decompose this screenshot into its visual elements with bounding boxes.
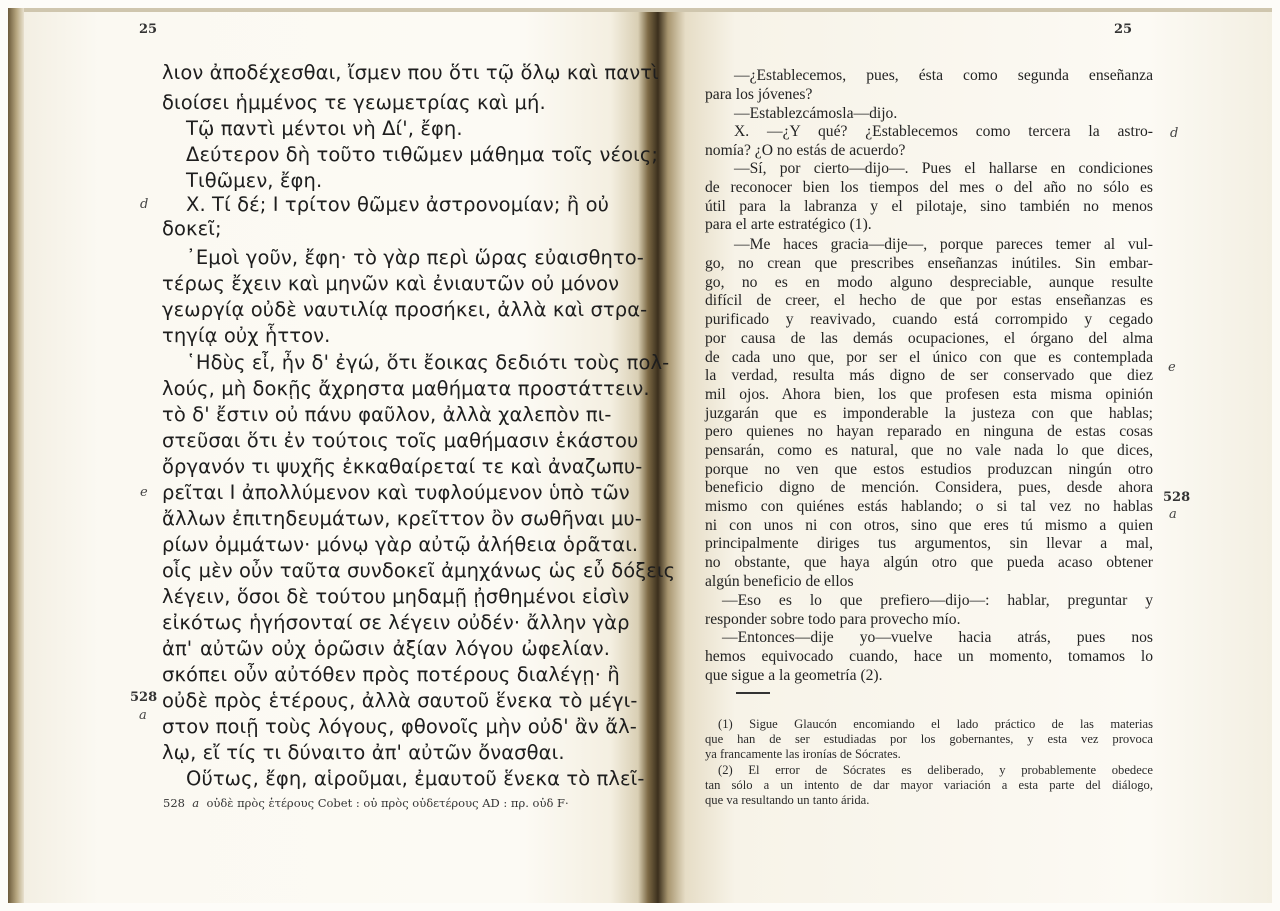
spanish-line: ni con unos ni con otros, sino que eres tú mismo a quien	[705, 517, 1153, 534]
spanish-line: —Establezcámosla—dijo.	[734, 105, 898, 122]
greek-line: σκόπει οὖν αὐτόθεν πρὸς ποτέρους διαλέγῃ· ἢ	[162, 663, 620, 686]
book-left-edge	[8, 8, 24, 903]
greek-line: τὸ δ' ἔστιν οὐ πάνυ φαῦλον, ἀλλὰ χαλεπὸν πι-	[162, 403, 612, 426]
spanish-line: algún beneficio de ellos	[705, 573, 854, 590]
greek-line: δοκεῖ;	[162, 217, 222, 240]
spanish-line: purificado y reavivado, cuando está corrompido y cegado	[705, 311, 1153, 328]
left-margin-letter-d: d	[140, 197, 149, 212]
spanish-line: principalmente diriges tus argumentos, sin llevar a mal,	[705, 535, 1153, 552]
spanish-line: beneficio digno de mención. Considera, pues, desde ahora	[705, 479, 1153, 496]
footnote-separator-rule	[736, 692, 770, 694]
spanish-line: —Me haces gracia—dije—, porque pareces temer al vul-	[734, 236, 1153, 253]
spanish-line: —¿Establecemos, pues, ésta como segunda enseñanza	[734, 67, 1153, 84]
greek-line: εἰκότως ἡγήσονταί σε λέγειν οὐδέν· ἄλλην γὰρ	[162, 611, 630, 634]
spanish-line: hemos equivocado cuando, hace un momento, tomamos lo	[705, 648, 1153, 665]
greek-line: Δεύτερον δὴ τοῦτο τιθῶμεν μάθημα τοῖς νέοις;	[186, 143, 659, 166]
greek-line: ἄλλων ἐπιτηδευμάτων, κρεῖττον ὂν σωθῆναι μυ-	[162, 507, 642, 530]
footnote-line: (2) El error de Sócrates es deliberado, y probablemente obedece	[718, 763, 1153, 777]
spanish-line: porque no ven que estos estudios produzcan ningún otro	[705, 461, 1153, 478]
spanish-line: por causa de las demás ocupaciones, el órgano del alma	[705, 330, 1153, 347]
left-margin-section-528: 528	[130, 690, 158, 705]
greek-line: Χ. Τί δέ; Ι τρίτον θῶμεν ἀστρονομίαν; ἢ οὐ	[186, 193, 610, 216]
greek-line: ῾Ηδὺς εἶ, ἦν δ' ἐγώ, ὅτι ἔοικας δεδιότι τοὺς πολ-	[186, 351, 670, 374]
greek-line: ὄργανόν τι ψυχῆς ἐκκαθαίρεταί τε καὶ ἀναζωπυ-	[162, 455, 643, 478]
spanish-line: pero quienes no hayan reparado en ninguna de estas cosas	[705, 423, 1153, 440]
spanish-line: responder sobre todo para provecho mío.	[705, 611, 961, 628]
greek-line: οὐδὲ πρὸς ἑτέρους, ἀλλὰ σαυτοῦ ἕνεκα τὸ μέγι-	[162, 689, 638, 712]
greek-line: γεωργίᾳ οὐδὲ ναυτιλίᾳ προσήκει, ἀλλὰ καὶ στρα-	[162, 298, 648, 321]
greek-line: τηγίᾳ οὐχ ἧττον.	[162, 324, 331, 347]
greek-line: οἷς μὲν οὖν ταῦτα συνδοκεῖ ἀμηχάνως ὡς εὖ δόξεις	[162, 559, 676, 582]
left-margin-letter-a: a	[139, 708, 147, 723]
greek-line: Τῷ παντὶ μέντοι νὴ Δί', ἔφη.	[186, 117, 463, 140]
footnote-line: que va resultando un tanto árida.	[705, 793, 870, 807]
spanish-line: para el arte estratégico (1).	[705, 216, 872, 233]
spanish-line: juzgarán que es imponderable la justeza con que hablas;	[705, 405, 1153, 422]
spanish-line: X. —¿Y qué? ¿Establecemos como tercera la astro-	[734, 123, 1153, 140]
greek-line: ρεῖται Ι ἀπολλύμενον καὶ τυφλούμενον ὑπὸ τῶν	[162, 481, 630, 504]
left-page-number: 25	[139, 22, 158, 37]
right-page-number: 25	[1114, 22, 1133, 37]
greek-line: Οὕτως, ἔφη, αἱροῦμαι, ἐμαυτοῦ ἕνεκα τὸ πλεῖ-	[186, 767, 645, 790]
apparatus-letter: a	[192, 796, 200, 810]
critical-apparatus-note	[163, 796, 613, 810]
spanish-line: —Eso es lo que prefiero—dijo—: hablar, preguntar y	[722, 592, 1153, 609]
greek-line: Τιθῶμεν, ἔφη.	[186, 169, 323, 192]
greek-line: ᾿Εμοὶ γοῦν, ἔφη· τὸ γὰρ περὶ ὥρας εὐαισθητο-	[186, 246, 644, 269]
spanish-line: la verdad, resulta más digno de ser conservado que diez	[705, 367, 1153, 384]
spanish-line: pensarán, como es natural, que no vale nada lo que dices,	[705, 442, 1153, 459]
right-margin-letter-d: d	[1170, 126, 1179, 141]
greek-line: ρίων ὀμμάτων· μόνῳ γὰρ αὐτῷ ἀλήθεια ὁρᾶται.	[162, 533, 639, 556]
left-margin-letter-e: e	[140, 485, 148, 500]
greek-line: διοίσει ἡμμένος τε γεωμετρίας καὶ μή.	[162, 91, 546, 114]
footnote-line: que han de ser estudiadas por los gobernantes, y esta vez provoca	[705, 732, 1153, 746]
spanish-line: difícil de creer, el hecho de que por estas enseñanzas es	[705, 292, 1153, 309]
greek-line: στον ποιῇ τοὺς λόγους, φθονοῖς μὴν οὐδ' ἂν ἄλ-	[162, 715, 637, 738]
right-margin-section-528: 528	[1163, 490, 1191, 505]
spanish-line: que sigue a la geometría (2).	[705, 667, 883, 684]
greek-line: ἀπ' αὐτῶν οὐχ ὁρῶσιν ἀξίαν λόγου ὠφελίαν.	[162, 637, 610, 660]
right-margin-letter-a: a	[1169, 507, 1177, 522]
spanish-line: de cada uno que, por ser el único con que es contemplada	[705, 349, 1153, 366]
greek-line: στεῦσαι ὅτι ἐν τούτοις τοῖς μαθήμασιν ἑκάστου	[162, 429, 639, 452]
apparatus-text: οὐδὲ πρὸς ἑτέρους Cobet : οὐ πρὸς οὐδετέρους AD : πρ. οὐδ F·	[206, 796, 569, 810]
spanish-line: mismo con quiénes estás hablando; o si tal vez no hablas	[705, 498, 1153, 515]
spanish-line: go, no es en modo alguno despreciable, aunque resulte	[705, 274, 1153, 291]
spanish-line: mil ojos. Ahora bien, los que profesen esta misma opinión	[705, 386, 1153, 403]
greek-line: λῳ, εἴ τίς τι δύναιτο ἀπ' αὐτῶν ὄνασθαι.	[162, 741, 565, 764]
spanish-line: no obstante, que haya algún otro que pueda acaso obtener	[705, 554, 1153, 571]
greek-line: λιον ἀποδέχεσθαι, ἴσμεν που ὅτι τῷ ὅλῳ καὶ παντὶ	[162, 61, 659, 84]
greek-line: λούς, μὴ δοκῇς ἄχρηστα μαθήματα προστάττειν.	[162, 377, 650, 400]
footnote-line: ya francamente las ironías de Sócrates.	[705, 747, 901, 761]
right-margin-letter-e: e	[1168, 360, 1176, 375]
spanish-line: nomía? ¿O no estás de acuerdo?	[705, 142, 906, 159]
apparatus-ref: 528	[163, 796, 185, 810]
spanish-line: para los jóvenes?	[705, 86, 813, 103]
footnote-line: tan sólo a un intento de dar mayor variación a esta parte del diálogo,	[705, 778, 1153, 792]
spanish-line: —Entonces—dije yo—vuelve hacia atrás, pues nos	[722, 629, 1153, 646]
spanish-line: útil para la labranza y el pilotaje, sino también no menos	[705, 198, 1153, 215]
footnote-line: (1) Sigue Glaucón encomiando el lado práctico de las materias	[718, 717, 1153, 731]
spanish-line: —Sí, por cierto—dijo—. Pues el hallarse en condiciones	[734, 160, 1153, 177]
greek-line: τέρως ἔχειν καὶ μηνῶν καὶ ἐνιαυτῶν οὐ μόνον	[162, 272, 620, 295]
greek-line: λέγειν, ὅσοι δὲ τούτου μηδαμῇ ᾐσθημένοι εἰσὶν	[162, 585, 630, 608]
spanish-line: de reconocer bien los tiempos del mes o del año no sólo es	[705, 179, 1153, 196]
spanish-line: go, no crean que prescribes enseñanzas inútiles. Sin embar-	[705, 255, 1153, 272]
